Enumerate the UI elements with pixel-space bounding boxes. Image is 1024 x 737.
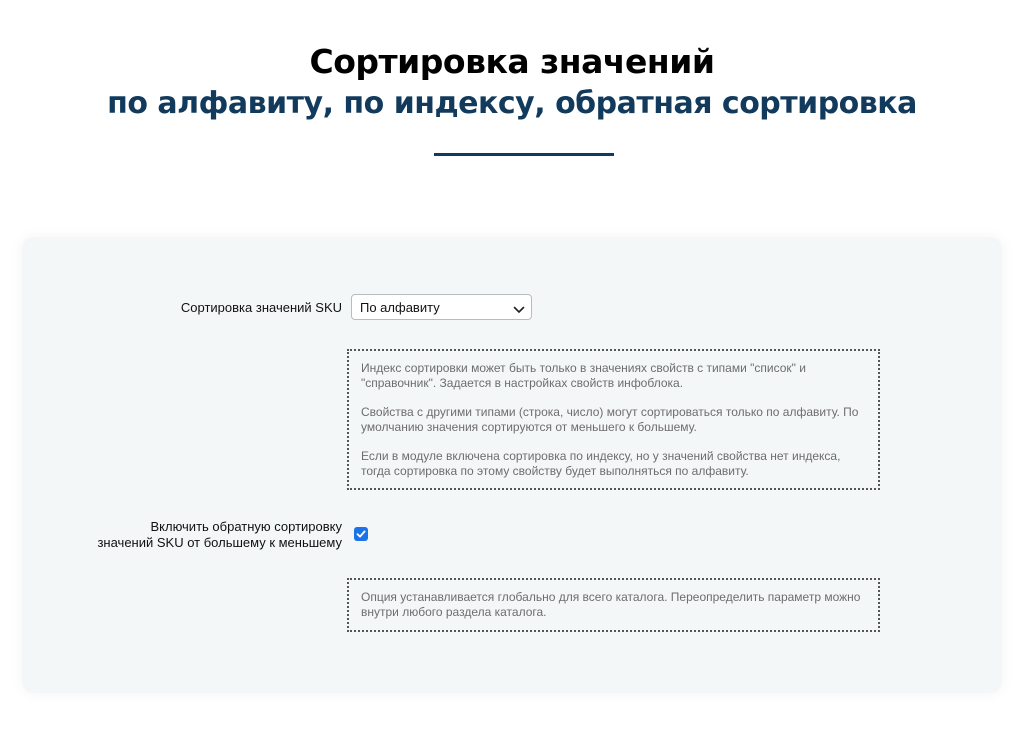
sort-values-label: Сортировка значений SKU [180,300,342,315]
reverse-sort-label-line-2: значений SKU от большему к меньшему [97,535,342,550]
reverse-sort-checkbox[interactable] [354,527,368,541]
reverse-sort-help-note [347,578,880,632]
page-title: Сортировка значений [309,42,715,81]
chevron-down-icon [513,302,525,312]
reverse-sort-help-text: Опция устанавливается глобально для всего каталога. Переопределить параметр можно внутри любого раздела каталога. [361,590,861,619]
sort-help-paragraph-2: Свойства с другими типами (строка, число) могут сортироваться только по алфавиту. По умолчанию значения сортируются от меньшего к большему. [361,405,859,434]
reverse-sort-label [40,519,342,551]
checkmark-icon [355,528,367,540]
page-subtitle: по алфавиту, по индексу, обратная сортировка [107,86,917,121]
sort-help-note [347,349,880,490]
title-divider [434,153,614,156]
sort-mode-selected-value: По алфавиту [360,300,440,315]
sort-help-paragraph-3: Если в модуле включена сортировка по индексу, но у значений свойства нет индекса, тогда сортировка по этому свойству будет выполняться по алфавиту. [361,449,841,478]
sort-mode-select[interactable] [351,294,532,320]
page-heading [0,40,1024,124]
reverse-sort-label-line-1: Включить обратную сортировку [150,519,342,534]
sort-help-paragraph-1: Индекс сортировки может быть только в значениях свойств с типами "список" и "справочник". Задается в настройках свойств инфоблока. [361,361,806,390]
